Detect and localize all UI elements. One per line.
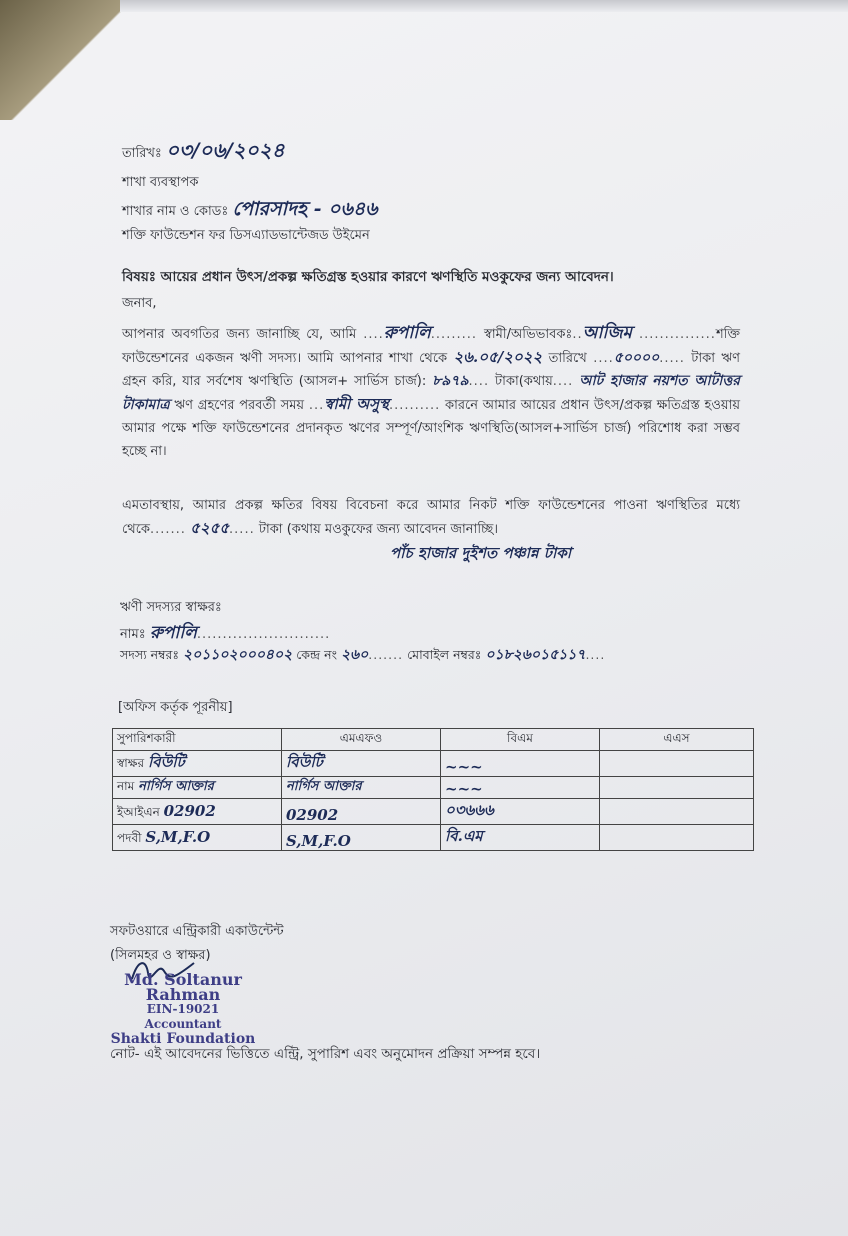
table-row bbox=[113, 825, 754, 851]
date-line bbox=[122, 136, 285, 169]
p1-text-f: টাকা(কথায় bbox=[495, 374, 553, 389]
member-number-label: সদস্য নম্বরঃ bbox=[120, 647, 180, 662]
bm-value: ০৩৬৬৬ bbox=[445, 801, 494, 819]
table-cell bbox=[282, 777, 441, 799]
table-cell bbox=[441, 825, 600, 851]
table-cell bbox=[600, 751, 754, 777]
member-name-line: নামঃ রুপালি.......................... bbox=[120, 623, 331, 643]
row-label: ইআইএন bbox=[117, 805, 160, 819]
row-label: পদবী bbox=[117, 831, 142, 845]
p1-text-g: ঋণ গ্রহণের পরবর্তী সময় bbox=[174, 398, 305, 413]
accountant-title: সফটওয়ারে এন্ট্রিকারী একাউন্টেন্ট bbox=[110, 924, 284, 939]
table-cell bbox=[441, 751, 600, 777]
addressee-designation: শাখা ব্যবস্থাপক bbox=[122, 175, 199, 190]
stamp-name: Md. Soltanur Rahman bbox=[124, 970, 242, 1004]
row-label: নাম bbox=[117, 779, 135, 793]
member-number-value: ২০১১০২০০০৪০২ bbox=[183, 647, 293, 663]
table-cell bbox=[282, 825, 441, 851]
body-paragraph-1: আপনার অবগতির জন্য জানাচ্ছি যে, আমি ....রুপালি......... স্বামী/অভিভাবকঃ..আজিম ...............শক্তি ফাউন্ডেশনের একজন ঋণী সদস্য। আমি আপনার শাখা থেকে ২৬.০৫/২০২২ তারিখে ....৫০০০০..... টাকা ঋণ গ্রহন করি, যার সর্বশেষ ঋণস্থিতি (আসল+ সার্ভিস চার্জ): ৮৯৭৯.... টাকা(কথায়.... আট হাজার নয়শত আটাত্তর টাকামাত্র ঋণ গ্রহণের পরবর্তী সময় ...স্বামী অসুস্থ.......... কারনে আমার আয়ের প্রধান উৎস/প্রকল্প ক্ষতিগ্রস্ত হওয়ায় আমার পক্ষে শক্তি ফাউন্ডেশনের প্রদানকৃত ঋণের সম্পূর্ণ/আংশিক ঋণস্থিতি(আসল+সার্ভিস চার্জ) পরিশোধ করা সম্ভব হচ্ছে না। bbox=[122, 323, 741, 459]
accountant-seal-label: (সিলমহর ও স্বাক্ষর) bbox=[110, 948, 211, 963]
table-cell bbox=[600, 777, 754, 799]
folded-corner bbox=[0, 0, 170, 120]
body-paragraph-2: এমতাবস্থায়, আমার প্রকল্প ক্ষতির বিষয় বিবেচনা করে আমার নিকট শক্তি ফাউন্ডেশনের পাওনা ঋণস্থিতির মধ্যে থেকে....... ৫২৫৫..... টাকা (কথায় মওকুফের জন্য আবেদন জানাচ্ছি। bbox=[122, 498, 740, 537]
p1-text-a: আপনার অবগতির জন্য জানাচ্ছি যে, আমি bbox=[122, 327, 357, 342]
mfo-value: S,M,F.O bbox=[286, 832, 351, 850]
balance-in-words: আট হাজার নয়শত আটাত্তর টাকামাত্র bbox=[122, 373, 741, 413]
branch-value: পোরসাদহ - ০৬৪৬ bbox=[232, 198, 378, 220]
p2-text-b: টাকা (কথায় bbox=[258, 522, 321, 537]
table-cell bbox=[113, 825, 282, 851]
p2-text-c: মওকুফের জন্য আবেদন জানাচ্ছি। bbox=[324, 522, 499, 537]
center-value: ২৬০ bbox=[340, 647, 369, 663]
member-name-label: নামঃ bbox=[120, 627, 146, 642]
loan-amount: ৫০০০০ bbox=[613, 350, 660, 366]
borrower-name: রুপালি bbox=[383, 323, 431, 343]
mobile-value: ০১৮২৬০১৫১১৭ bbox=[485, 647, 586, 663]
table-cell bbox=[113, 777, 282, 799]
branch-line bbox=[122, 195, 378, 227]
waiver-amount: ৫২৫৫ bbox=[190, 519, 230, 537]
mfo-value: 02902 bbox=[286, 806, 339, 824]
branch-label: শাখার নাম ও কোডঃ bbox=[122, 204, 229, 219]
member-number-line: সদস্য নম্বরঃ ২০১১০২০০০৪০২ কেন্দ্র নং ২৬০....... মোবাইল নম্বরঃ ০১৮২৬০১৫১১৭.... bbox=[120, 647, 606, 663]
office-use-note: [অফিস কর্তৃক পূরনীয়] bbox=[118, 700, 233, 715]
date-value: ০৩/০৬/২০২৪ bbox=[166, 138, 285, 162]
waiver-in-words: পাঁচ হাজার দুইশত পঞ্চান্ন টাকা bbox=[390, 544, 572, 562]
date-label: তারিখঃ bbox=[122, 146, 162, 161]
p1-text-b: স্বামী/অভিভাবকঃ bbox=[483, 327, 573, 342]
bm-value: বি.এম bbox=[445, 827, 483, 845]
accountant-stamp bbox=[98, 972, 268, 1047]
mfo-value: নার্গিস আক্তার bbox=[286, 779, 362, 794]
table-cell bbox=[282, 799, 441, 825]
table-cell bbox=[113, 751, 282, 777]
p1-text-e: টাকা ঋণ গ্রহন করি, যার সর্বশেষ ঋণস্থিতি (আসল+ সার্ভিস চার্জ): bbox=[122, 351, 741, 389]
salutation: জনাব, bbox=[122, 296, 157, 311]
p2-text-a: এমতাবস্থায়, আমার প্রকল্প ক্ষতির বিষয় বিবেচনা করে আমার নিকট শক্তি ফাউন্ডেশনের পাওনা ঋণস্থিতির মধ্যে থেকে bbox=[122, 498, 740, 537]
bm-value: ~~~ bbox=[445, 780, 483, 798]
table-row bbox=[113, 777, 754, 799]
mfo-value: বিউটি bbox=[286, 753, 323, 771]
row-value: S,M,F.O bbox=[145, 828, 211, 846]
row-value: 02902 bbox=[163, 802, 216, 820]
table-cell bbox=[600, 825, 754, 851]
footer-note: নোট- এই আবেদনের ভিত্তিতে এন্ট্রি, সুপারিশ এবং অনুমোদন প্রক্রিয়া সম্পন্ন হবে। bbox=[110, 1046, 541, 1062]
row-value: নার্গিস আক্তার bbox=[138, 779, 214, 794]
balance-amount: ৮৯৭৯ bbox=[432, 373, 469, 389]
table-cell bbox=[441, 777, 600, 799]
paper-top-edge bbox=[120, 0, 848, 12]
subject-line: বিষয়ঃ আয়ের প্রধান উৎস/প্রকল্প ক্ষতিগ্রস্ত হওয়ার কারণে ঋণস্থিতি মওকুফের জন্য আবেদন। bbox=[122, 269, 614, 285]
center-label: কেন্দ্র নং bbox=[296, 647, 337, 662]
member-name-value: রুপালি bbox=[149, 623, 197, 643]
loss-reason: স্বামী অসুস্থ bbox=[324, 395, 389, 413]
header-recommender: সুপারিশকারী bbox=[113, 729, 282, 751]
table-cell bbox=[282, 751, 441, 777]
p1-text-d: তারিখে bbox=[548, 351, 587, 366]
guardian-name: আজিম bbox=[582, 323, 632, 343]
bm-value: ~~~ bbox=[445, 758, 483, 776]
table-cell bbox=[441, 799, 600, 825]
stamp-ein: EIN-19021 bbox=[146, 1002, 220, 1016]
table-header-row bbox=[113, 729, 754, 751]
header-mfo: এমএফও bbox=[282, 729, 441, 751]
stamp-title: Accountant bbox=[144, 1017, 222, 1031]
table-cell bbox=[113, 799, 282, 825]
p1-text-c: শক্তি ফাউন্ডেশনের একজন ঋণী সদস্য। আমি আপনার শাখা থেকে bbox=[122, 327, 740, 366]
row-value: বিউটি bbox=[147, 753, 185, 771]
row-label: স্বাক্ষর bbox=[117, 756, 145, 770]
loan-date: ২৬.০৫/২০২২ bbox=[453, 348, 543, 366]
table-row bbox=[113, 799, 754, 825]
stamp-org: Shakti Foundation bbox=[110, 1031, 256, 1047]
header-as: এএস bbox=[600, 729, 754, 751]
table-row bbox=[113, 751, 754, 777]
p1-text-h: কারনে আমার আয়ের প্রধান উৎস/প্রকল্প ক্ষতিগ্রস্ত হওয়ায় আমার পক্ষে শক্তি ফাউন্ডেশনের প্রদানকৃত ঋণের সম্পূর্ণ/আংশিক ঋণস্থিতি(আসল+সার্ভিস চার্জ) পরিশোধ করা সম্ভব হচ্ছে না। bbox=[122, 398, 740, 459]
mobile-label: মোবাইল নম্বরঃ bbox=[407, 647, 482, 662]
header-bm: বিএম bbox=[441, 729, 600, 751]
table-cell bbox=[600, 799, 754, 825]
organization-name: শক্তি ফাউন্ডেশন ফর ডিসএ্যাডভান্টেজড উইমেন bbox=[122, 228, 370, 243]
member-signature-label: ঋণী সদস্যর স্বাক্ষরঃ bbox=[120, 600, 222, 615]
recommendation-table bbox=[112, 728, 754, 851]
